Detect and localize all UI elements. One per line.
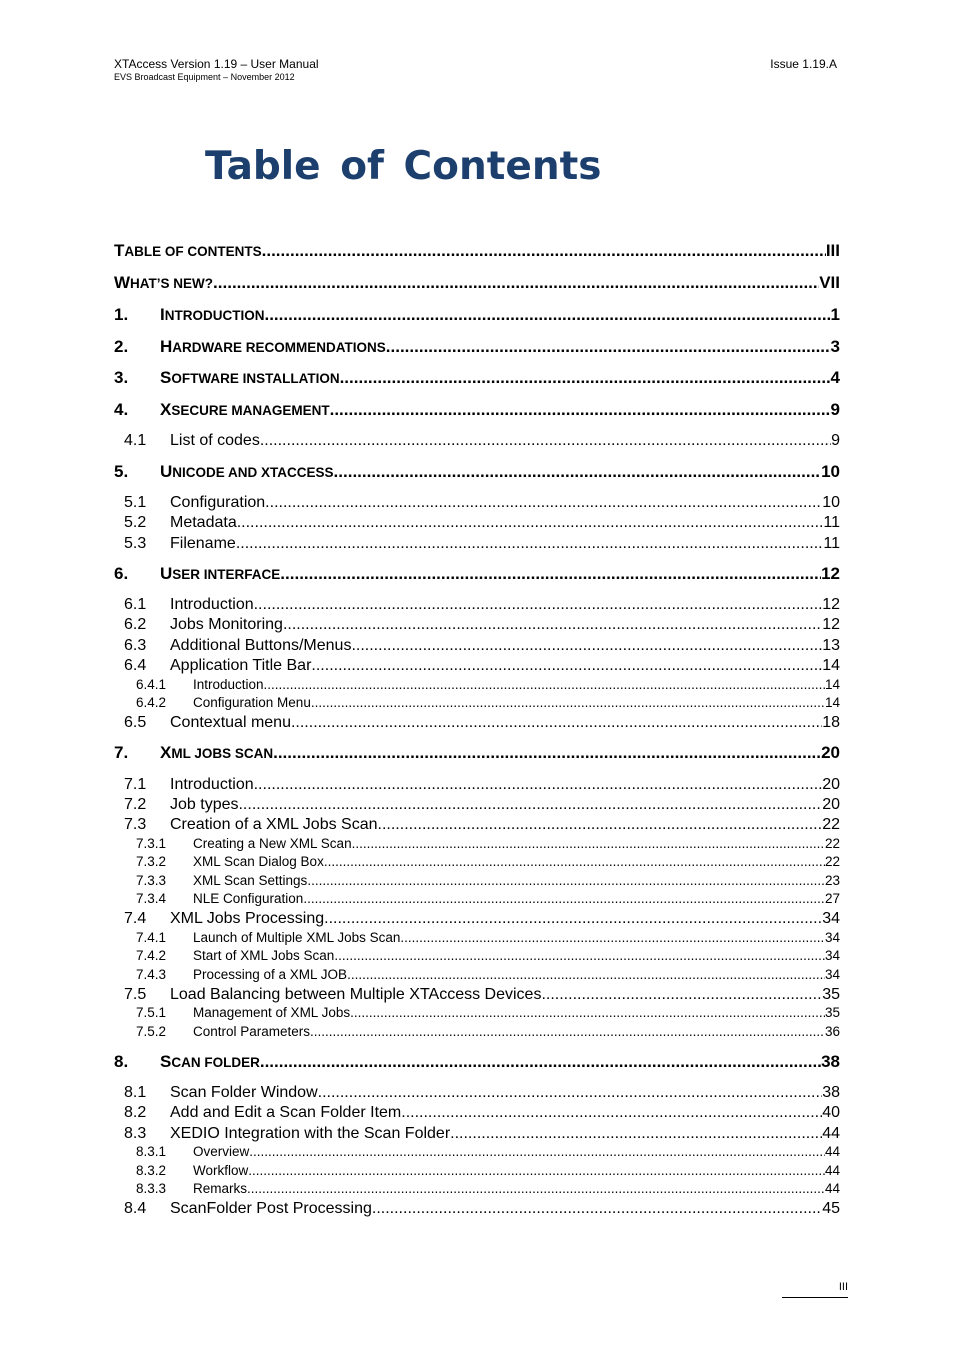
toc-entry-page: 14 [822, 657, 840, 674]
toc-entry-number: 7.5.2 [136, 1024, 167, 1039]
toc-entry-label: Overview [193, 1144, 250, 1159]
toc-entry[interactable] [114, 461, 840, 484]
toc-leader-dots [283, 615, 822, 635]
toc-entry[interactable] [114, 534, 840, 554]
toc-leader-dots [262, 240, 826, 262]
toc-entry-number: 8.3.2 [136, 1163, 167, 1178]
toc-entry-label: Creating a New XML Scan [193, 836, 352, 851]
toc-entry[interactable] [114, 636, 840, 656]
toc-entry-page: 10 [821, 462, 840, 481]
toc-entry-label: XEDIO Integration with the Scan Folder [170, 1125, 451, 1142]
toc-entry-number: 7.4.2 [136, 948, 167, 963]
toc-entry-number: 1. [114, 305, 129, 324]
toc-leader-dots [254, 595, 823, 615]
toc-leader-dots [264, 304, 830, 326]
toc-entry-number: 7.3.3 [136, 873, 167, 888]
toc-entry-page: 3 [830, 337, 840, 356]
toc-entry[interactable] [114, 1083, 840, 1103]
toc-entry-page: 22 [822, 816, 840, 833]
toc-entry-label: Start of XML Jobs Scan [193, 948, 335, 963]
toc-leader-dots [236, 534, 824, 554]
toc-leader-dots [352, 835, 825, 853]
toc-entry[interactable] [114, 947, 840, 965]
toc-leader-dots [541, 985, 822, 1005]
toc-entry-number: 2. [114, 337, 129, 356]
toc-entry-label: ScanFolder Post Processing [170, 1200, 372, 1217]
toc-entry-page: 44 [822, 1125, 840, 1142]
toc-entry[interactable] [114, 775, 840, 795]
toc-leader-dots [400, 929, 825, 947]
toc-leader-dots [330, 399, 831, 421]
toc-entry[interactable] [114, 1103, 840, 1123]
toc-entry-number: 4.1 [124, 432, 147, 449]
toc-entry-label: HARDWARE RECOMMENDATIONS [160, 337, 386, 356]
toc-entry-label: UNICODE AND XTACCESS [160, 462, 334, 481]
toc-entry-number: 7.2 [124, 796, 147, 813]
toc-entry-number: 6.1 [124, 596, 147, 613]
toc-entry[interactable] [114, 1162, 840, 1180]
toc-entry-page: 20 [822, 796, 840, 813]
toc-entry-page: 11 [823, 514, 840, 531]
manual-subtitle: EVS Broadcast Equipment – November 2012 [114, 72, 295, 82]
toc-leader-dots [386, 336, 831, 358]
toc-entry[interactable] [114, 929, 840, 947]
toc-entry-page: III [825, 241, 840, 260]
toc-entry-label: Processing of a XML JOB [193, 967, 348, 982]
toc-leader-dots [260, 1051, 821, 1073]
toc-entry-number: 6.5 [124, 714, 147, 731]
toc-entry-page: 45 [822, 1200, 840, 1217]
toc-entry-page: 38 [822, 1084, 840, 1101]
toc-entry-page: 18 [822, 714, 840, 731]
toc-entry-label: XML Jobs Processing [170, 910, 325, 927]
toc-entry-label: XML Scan Dialog Box [193, 854, 324, 869]
toc-entry-label: Add and Edit a Scan Folder Item [170, 1104, 402, 1121]
toc-entry[interactable] [114, 1124, 840, 1144]
toc-entry-number: 7.3 [124, 816, 147, 833]
toc-entry-page: 34 [824, 948, 840, 963]
toc-leader-dots [303, 890, 825, 908]
toc-entry[interactable] [114, 815, 840, 835]
toc-leader-dots [311, 694, 825, 712]
toc-entry-label: Workflow [193, 1163, 249, 1178]
toc-entry-number: 7.5 [124, 986, 147, 1003]
toc-entry-number: 6.3 [124, 637, 147, 654]
toc-entry-label: Job types [170, 796, 239, 813]
toc-leader-dots [273, 742, 821, 764]
toc-entry[interactable] [114, 272, 840, 295]
toc-entry-number: 8.2 [124, 1104, 147, 1121]
toc-entry[interactable] [114, 966, 840, 984]
toc-entry-label: Remarks [193, 1181, 248, 1196]
toc-entry-page: 12 [822, 596, 840, 613]
toc-leader-dots [334, 461, 822, 483]
toc-entry[interactable] [114, 985, 840, 1005]
toc-entry-label: Additional Buttons/Menus [170, 637, 352, 654]
toc-entry[interactable] [114, 1199, 840, 1219]
toc-entry-page: 40 [822, 1104, 840, 1121]
toc-entry-label: Filename [170, 535, 236, 552]
toc-entry[interactable] [114, 399, 840, 422]
toc-entry[interactable] [114, 676, 840, 694]
toc-entry-label: Creation of a XML Jobs Scan [170, 816, 378, 833]
toc-entry-label: Load Balancing between Multiple XTAccess Devices [170, 986, 542, 1003]
toc-entry[interactable] [114, 890, 840, 908]
toc-entry[interactable] [114, 304, 840, 327]
toc-leader-dots [307, 872, 825, 890]
toc-entry-number: 8.3 [124, 1125, 147, 1142]
toc-entry-page: 20 [821, 743, 840, 762]
toc-entry-number: 7.1 [124, 776, 147, 793]
toc-entry-page: 20 [822, 776, 840, 793]
toc-entry[interactable] [114, 513, 840, 533]
toc-leader-dots [254, 775, 823, 795]
toc-entry-number: 6.4.2 [136, 695, 167, 710]
toc-entry-page: 23 [824, 873, 840, 888]
toc-entry-page: 34 [824, 967, 840, 982]
toc-leader-dots [248, 1162, 825, 1180]
toc-entry[interactable] [114, 694, 840, 712]
toc-leader-dots [351, 636, 822, 656]
toc-entry[interactable] [114, 595, 840, 615]
toc-entry-label: Introduction [193, 677, 264, 692]
toc-entry-number: 5.1 [124, 494, 147, 511]
toc-entry-number: 7. [114, 743, 129, 762]
toc-entry-label: INTRODUCTION [160, 305, 265, 324]
toc-entry-label: XML Scan Settings [193, 873, 308, 888]
page-title: Table of Contents [205, 144, 602, 189]
toc-leader-dots [237, 513, 824, 533]
toc-entry[interactable] [114, 1023, 840, 1041]
toc-entry[interactable] [114, 493, 840, 513]
toc-entry-label: Configuration [170, 494, 266, 511]
toc-entry-label: SCAN FOLDER [160, 1052, 260, 1071]
toc-leader-dots [372, 1199, 822, 1219]
toc-leader-dots [265, 493, 822, 513]
toc-entry-label: Contextual menu [170, 714, 291, 731]
toc-entry-number: 5. [114, 462, 129, 481]
page-number: III [782, 1281, 848, 1298]
toc-entry[interactable] [114, 563, 840, 586]
toc-entry-label: WHAT’S NEW? [114, 273, 214, 292]
toc-leader-dots [260, 431, 831, 451]
toc-entry-number: 8. [114, 1052, 129, 1071]
toc-leader-dots [249, 1143, 825, 1161]
toc-entry-number: 7.3.2 [136, 854, 167, 869]
toc-leader-dots [334, 947, 825, 965]
toc-entry[interactable] [114, 615, 840, 635]
toc-entry-label: USER INTERFACE [160, 564, 281, 583]
toc-entry-label: NLE Configuration [193, 891, 304, 906]
toc-entry-page: VII [819, 273, 840, 292]
toc-entry-label: Control Parameters [193, 1024, 311, 1039]
toc-leader-dots [213, 272, 819, 294]
toc-entry-number: 7.3.4 [136, 891, 167, 906]
toc-entry-page: 1 [830, 305, 840, 324]
toc-leader-dots [324, 853, 825, 871]
toc-entry-label: XSECURE MANAGEMENT [160, 400, 330, 419]
toc-entry[interactable] [114, 853, 840, 871]
toc-entry-number: 8.1 [124, 1084, 147, 1101]
toc-leader-dots [311, 656, 822, 676]
toc-entry-label: Launch of Multiple XML Jobs Scan [193, 930, 401, 945]
toc-entry[interactable] [114, 713, 840, 733]
toc-entry-page: 12 [821, 564, 840, 583]
toc-leader-dots [280, 563, 821, 585]
toc-leader-dots [247, 1180, 825, 1198]
toc-entry-number: 7.4.3 [136, 967, 167, 982]
toc-entry-page: 9 [830, 400, 840, 419]
toc-entry-page: 44 [824, 1181, 840, 1196]
toc-entry-page: 35 [822, 986, 840, 1003]
toc-entry[interactable] [114, 835, 840, 853]
toc-entry-number: 8.3.1 [136, 1144, 167, 1159]
toc-entry-page: 35 [824, 1005, 840, 1020]
toc-entry-label: XML JOBS SCAN [160, 743, 274, 762]
issue-label: Issue 1.19.A [770, 57, 837, 71]
toc-entry-page: 22 [824, 854, 840, 869]
toc-entry-number: 5.3 [124, 535, 147, 552]
toc-entry-label: Jobs Monitoring [170, 616, 283, 633]
toc-entry-page: 27 [824, 891, 840, 906]
toc-leader-dots [238, 795, 822, 815]
toc-leader-dots [264, 676, 825, 694]
toc-entry-page: 12 [822, 616, 840, 633]
toc-entry-label: Scan Folder Window [170, 1084, 318, 1101]
toc-entry-page: 22 [824, 836, 840, 851]
toc-entry-page: 9 [831, 432, 840, 449]
toc-leader-dots [401, 1103, 822, 1123]
toc-entry-page: 11 [823, 535, 840, 552]
toc-entry-page: 34 [822, 910, 840, 927]
toc-entry-label: TABLE OF CONTENTS [114, 241, 262, 260]
toc-entry-label: Management of XML Jobs [193, 1005, 351, 1020]
toc-leader-dots [350, 1004, 825, 1022]
toc-entry-page: 44 [824, 1163, 840, 1178]
toc-entry-page: 13 [822, 637, 840, 654]
toc-entry-number: 7.5.1 [136, 1005, 167, 1020]
toc-leader-dots [291, 713, 822, 733]
toc-entry-label: Configuration Menu [193, 695, 311, 710]
toc-entry-number: 8.4 [124, 1200, 147, 1217]
toc-entry-label: Application Title Bar [170, 657, 312, 674]
running-header [114, 57, 319, 84]
toc-entry-page: 14 [824, 695, 840, 710]
toc-entry[interactable] [114, 909, 840, 929]
toc-entry[interactable] [114, 742, 840, 765]
toc-entry-label: Introduction [170, 596, 254, 613]
toc-entry[interactable] [114, 431, 840, 451]
toc-entry-page: 10 [822, 494, 840, 511]
toc-entry[interactable] [114, 656, 840, 676]
toc-leader-dots [310, 1023, 825, 1041]
toc-entry-page: 38 [821, 1052, 840, 1071]
toc-entry[interactable] [114, 367, 840, 390]
toc-entry-page: 34 [824, 930, 840, 945]
toc-entry[interactable] [114, 1143, 840, 1161]
toc-entry-number: 8.3.3 [136, 1181, 167, 1196]
toc-entry-label: SOFTWARE INSTALLATION [160, 368, 340, 387]
toc-entry-number: 7.4 [124, 910, 147, 927]
toc-entry-page: 4 [830, 368, 840, 387]
toc-leader-dots [378, 815, 823, 835]
toc-entry-number: 4. [114, 400, 129, 419]
toc-entry-number: 6.2 [124, 616, 147, 633]
toc-entry-number: 3. [114, 368, 129, 387]
toc-leader-dots [318, 1083, 823, 1103]
toc-entry[interactable] [114, 1180, 840, 1198]
toc-leader-dots [324, 909, 822, 929]
toc-leader-dots [340, 367, 831, 389]
toc-entry[interactable] [114, 1051, 840, 1074]
toc-entry[interactable] [114, 795, 840, 815]
toc-leader-dots [450, 1124, 822, 1144]
toc-entry-number: 5.2 [124, 514, 147, 531]
toc-entry-number: 7.4.1 [136, 930, 167, 945]
toc-entry[interactable] [114, 336, 840, 359]
toc-leader-dots [347, 966, 825, 984]
toc-entry-label: Metadata [170, 514, 237, 531]
toc-entry-label: Introduction [170, 776, 254, 793]
toc-entry[interactable] [114, 872, 840, 890]
toc-entry[interactable] [114, 240, 840, 263]
toc-entry-number: 6. [114, 564, 129, 583]
toc-entry-number: 7.3.1 [136, 836, 167, 851]
toc-entry[interactable] [114, 1004, 840, 1022]
toc-entry-page: 36 [824, 1024, 840, 1039]
toc-entry-page: 44 [824, 1144, 840, 1159]
toc-entry-number: 6.4.1 [136, 677, 167, 692]
manual-title: XTAccess Version 1.19 – User Manual [114, 57, 319, 71]
toc-entry-page: 14 [824, 677, 840, 692]
toc-entry-number: 6.4 [124, 657, 147, 674]
toc-entry-label: List of codes [170, 432, 260, 449]
